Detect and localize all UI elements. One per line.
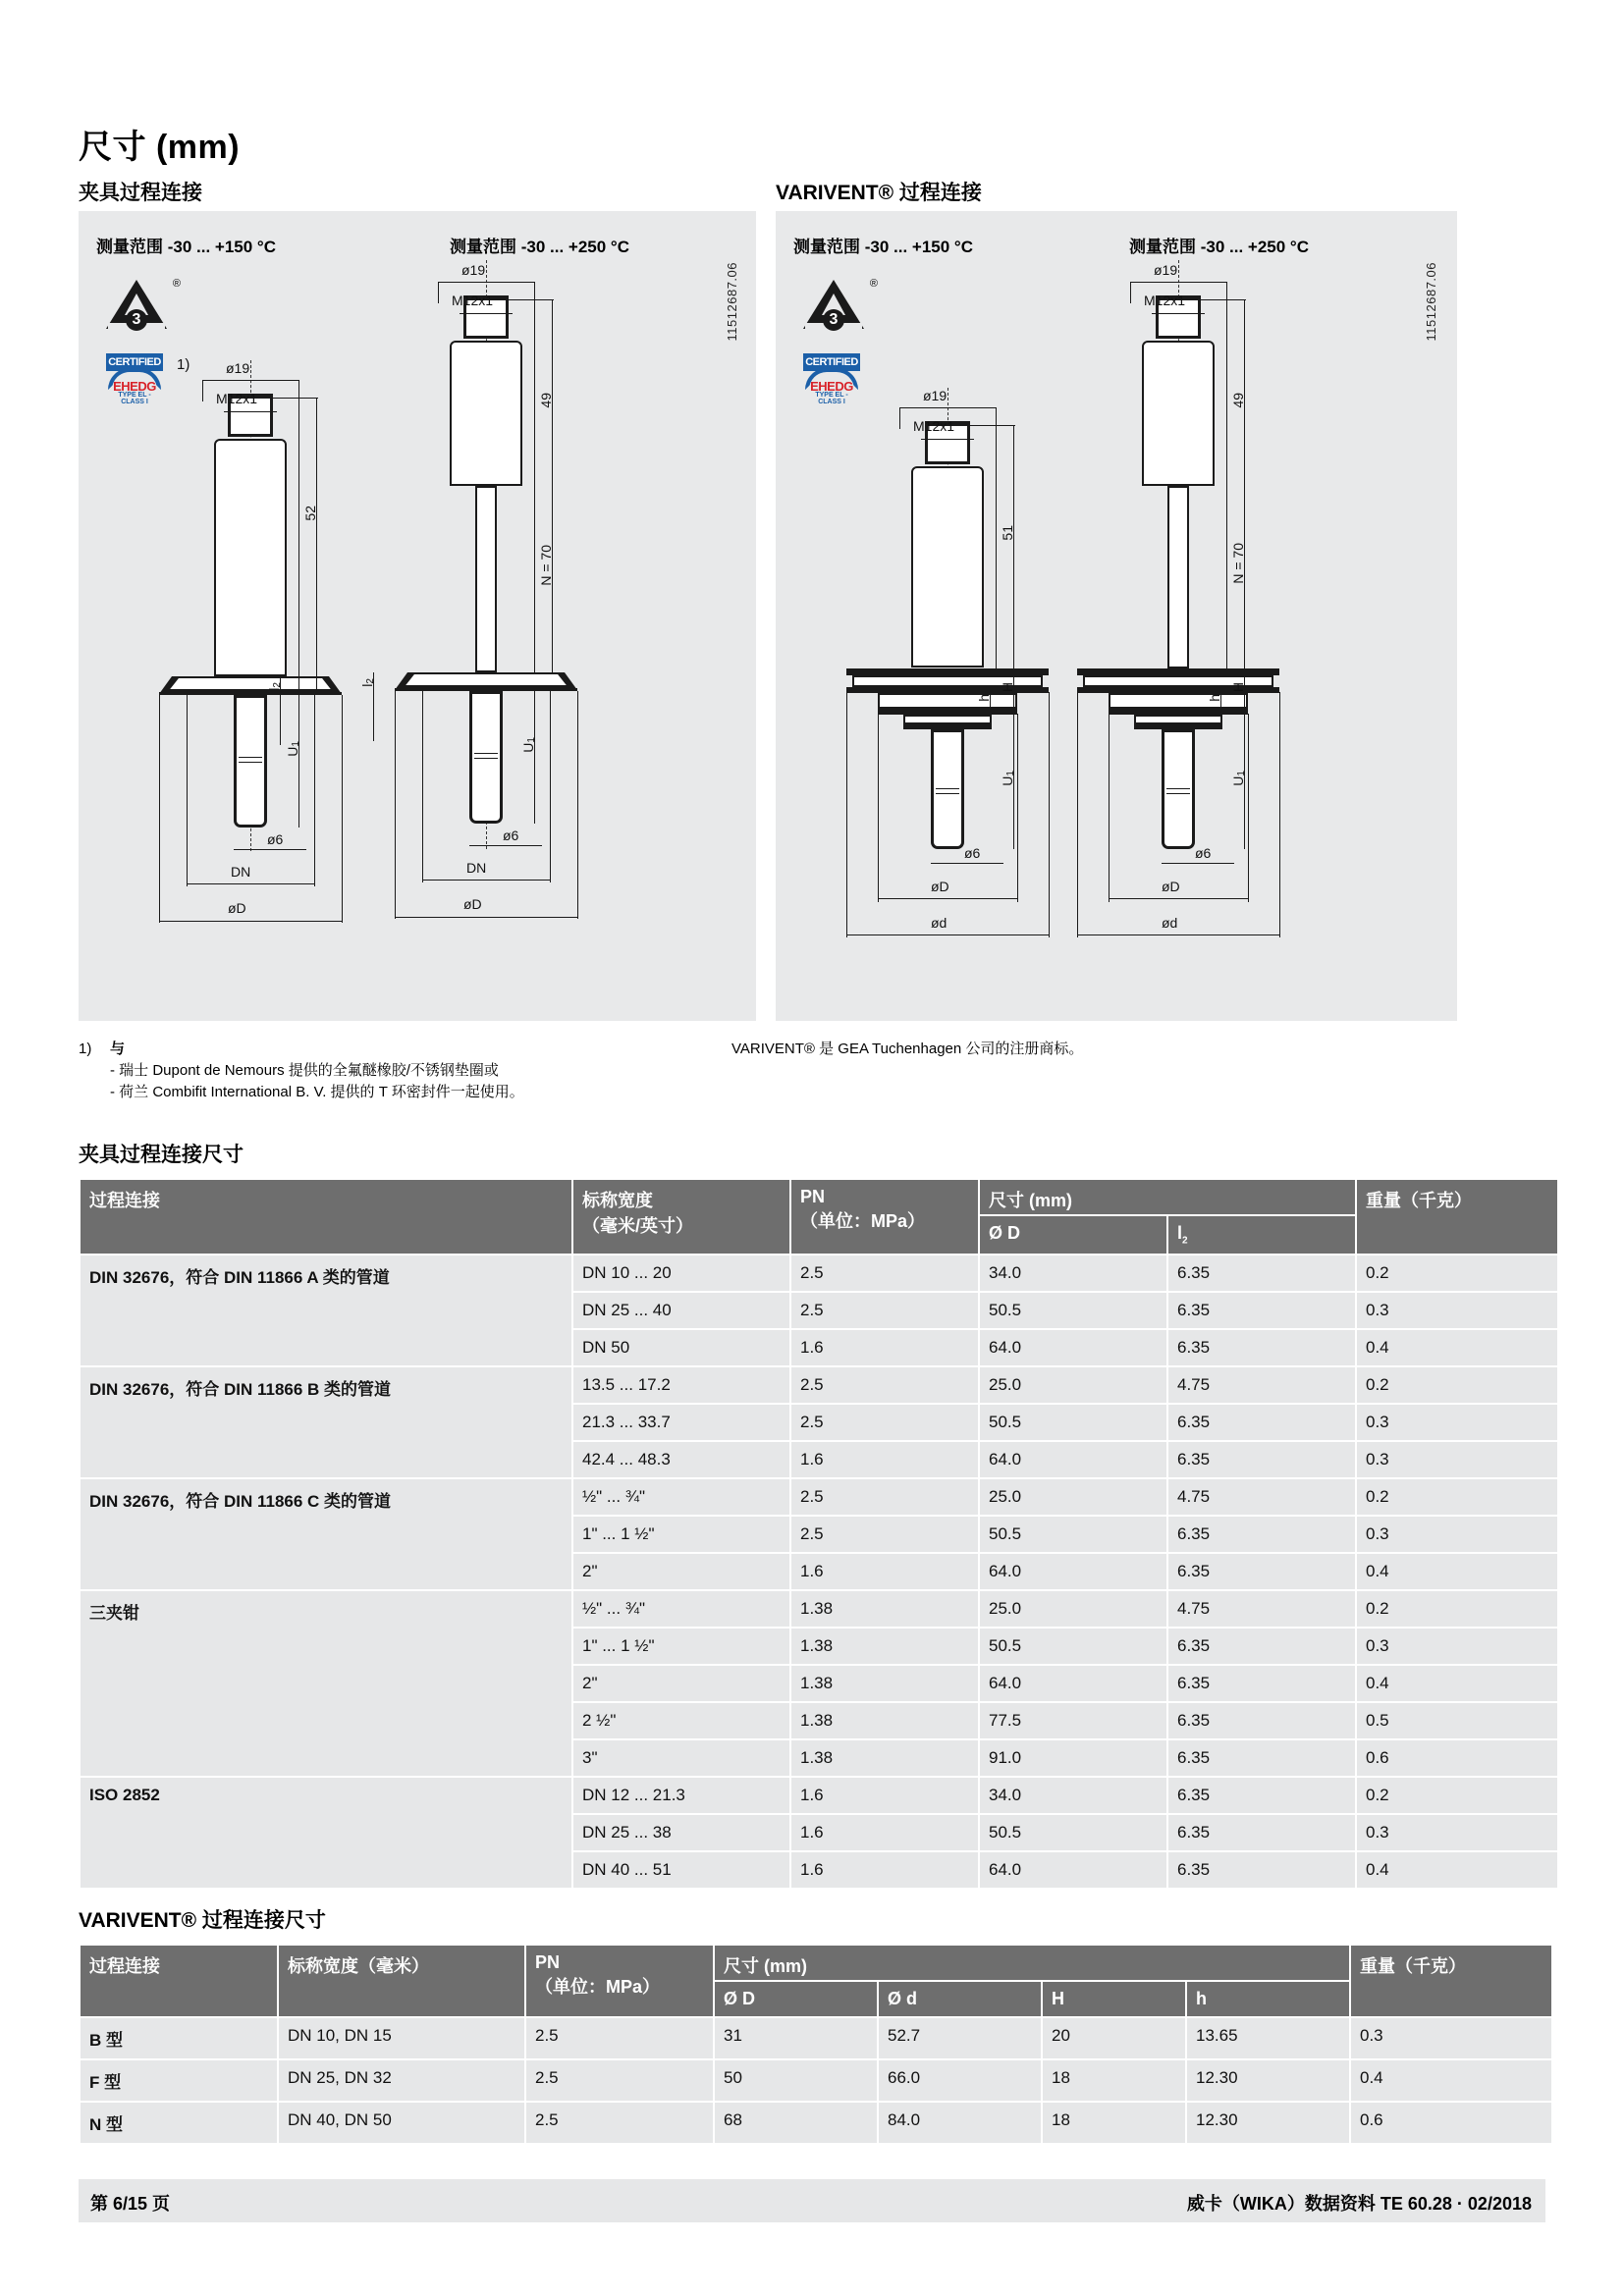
dim-thread-m12-d: M12x1 xyxy=(1144,293,1186,308)
table-row xyxy=(81,2060,1551,2101)
drawing-number-left: 11512687.06 xyxy=(725,262,739,342)
page-footer xyxy=(79,2179,1545,2222)
vth-weight: 重量（千克） xyxy=(1351,1946,1551,2016)
th-pn-line2: （单位：MPa） xyxy=(800,1211,926,1231)
cell-width: ½" ... ¾" xyxy=(573,1479,789,1515)
dim-thread-m12-c: M12x1 xyxy=(913,418,955,434)
dim-diameter-6-d: ø6 xyxy=(1195,845,1212,861)
cell-dD: 64.0 xyxy=(980,1666,1166,1701)
dim-diameter-D-d: øD xyxy=(1162,879,1180,894)
clamp-footnote-line2: - 荷兰 Combifit International B. V. 提供的 T 环密封件一起使用。 xyxy=(110,1083,524,1100)
cell-dD: 50.5 xyxy=(980,1517,1166,1552)
footer-page-number: 第 6/15 页 xyxy=(90,2194,171,2214)
vcell-dD: 50 xyxy=(715,2060,877,2101)
cell-weight: 0.3 xyxy=(1357,1293,1557,1328)
cell-pn: 1.6 xyxy=(791,1815,978,1850)
cell-dD: 50.5 xyxy=(980,1815,1166,1850)
vcell-H: 18 xyxy=(1043,2103,1185,2143)
varivent-dimensions-table-wrap xyxy=(79,1944,1553,2145)
varivent-dimensions-table xyxy=(79,1944,1553,2145)
cell-dD: 25.0 xyxy=(980,1591,1166,1627)
dim-H-a: H xyxy=(1000,682,1015,693)
cell-width: ½" ... ¾" xyxy=(573,1591,789,1627)
cell-width: DN 50 xyxy=(573,1330,789,1365)
cell-width: DN 40 ... 51 xyxy=(573,1852,789,1888)
vth-pn xyxy=(526,1946,713,2016)
vth-pn-line2: （单位：MPa） xyxy=(535,1977,661,1997)
vcell-dd: 52.7 xyxy=(879,2018,1041,2058)
dim-diameter-6-a: ø6 xyxy=(267,831,284,847)
cell-l2: 4.75 xyxy=(1168,1367,1355,1403)
table-row xyxy=(81,1479,1557,1515)
th-l2: $l_2$ xyxy=(1168,1216,1355,1254)
cell-dD: 25.0 xyxy=(980,1479,1166,1515)
clamp-footnote-marker: 1) xyxy=(177,356,190,373)
cell-dD: 64.0 xyxy=(980,1554,1166,1589)
th-dia-D: Ø D xyxy=(980,1216,1166,1254)
varivent-range-150-label: 测量范围 -30 ... +150 °C xyxy=(793,238,973,256)
a3-logo-registered: ® xyxy=(172,278,181,290)
cell-weight: 0.4 xyxy=(1357,1554,1557,1589)
varivent-drawing-panel xyxy=(776,211,1457,1021)
cell-width: 1" ... 1 ½" xyxy=(573,1517,789,1552)
cell-width: 13.5 ... 17.2 xyxy=(573,1367,789,1403)
a3-logo-number: 3 xyxy=(126,309,147,331)
cell-pn: 1.38 xyxy=(791,1666,978,1701)
vth-h: h xyxy=(1187,1982,1349,2016)
th-nominal-width xyxy=(573,1180,789,1254)
cell-pn: 2.5 xyxy=(791,1255,978,1291)
vcell-h: 12.30 xyxy=(1187,2060,1349,2101)
varivent-table-body xyxy=(81,2018,1551,2143)
page-title: 尺寸 (mm) xyxy=(79,129,241,166)
clamp-footnote-marker-text: 1) xyxy=(79,1041,92,1057)
cell-l2: 6.35 xyxy=(1168,1293,1355,1328)
cell-pn: 1.38 xyxy=(791,1703,978,1738)
clamp-dimensions-table xyxy=(79,1178,1559,1890)
vcell-dd: 84.0 xyxy=(879,2103,1041,2143)
varivent-section-heading: VARIVENT® 过程连接 xyxy=(776,182,982,204)
a3-logo-registered-varivent: ® xyxy=(869,278,878,290)
dim-diameter-6-b: ø6 xyxy=(503,828,519,843)
cell-l2: 6.35 xyxy=(1168,1255,1355,1291)
clamp-range-150-label: 测量范围 -30 ... +150 °C xyxy=(96,238,276,256)
cell-dD: 50.5 xyxy=(980,1405,1166,1440)
cell-weight: 0.2 xyxy=(1357,1591,1557,1627)
vcell-type: F 型 xyxy=(81,2060,277,2101)
cell-pn: 1.6 xyxy=(791,1442,978,1477)
dim-extension-n70-b: N = 70 xyxy=(1230,543,1246,584)
dim-u1-c: $U_1$ xyxy=(1000,771,1016,786)
vcell-H: 18 xyxy=(1043,2060,1185,2101)
cell-dD: 25.0 xyxy=(980,1367,1166,1403)
vcell-dd: 66.0 xyxy=(879,2060,1041,2101)
vcell-h: 13.65 xyxy=(1187,2018,1349,2058)
dim-h-b: h xyxy=(1207,694,1222,702)
cell-l2: 6.35 xyxy=(1168,1815,1355,1850)
cell-weight: 0.4 xyxy=(1357,1852,1557,1888)
vcell-pn: 2.5 xyxy=(526,2103,713,2143)
cell-dD: 34.0 xyxy=(980,1778,1166,1813)
dim-l2-a: $l_2$ xyxy=(266,682,283,691)
vcell-weight: 0.3 xyxy=(1351,2018,1551,2058)
cell-weight: 0.2 xyxy=(1357,1778,1557,1813)
cell-weight: 0.4 xyxy=(1357,1666,1557,1701)
cell-width: DN 25 ... 38 xyxy=(573,1815,789,1850)
clamp-group-name-3: 三夹钳 xyxy=(81,1591,571,1776)
clamp-section-heading: 夹具过程连接 xyxy=(79,182,202,204)
cell-dD: 91.0 xyxy=(980,1740,1166,1776)
th-dimensions: 尺寸 (mm) xyxy=(980,1180,1355,1214)
cell-dD: 64.0 xyxy=(980,1442,1166,1477)
cell-dD: 64.0 xyxy=(980,1330,1166,1365)
cell-weight: 0.6 xyxy=(1357,1740,1557,1776)
ehedg-name-label: EHEDG xyxy=(113,379,156,394)
cell-weight: 0.5 xyxy=(1357,1703,1557,1738)
ehedg-class-label: TYPE EL - CLASS I xyxy=(118,392,151,405)
dim-length-49-b: 49 xyxy=(1230,393,1246,408)
cell-l2: 4.75 xyxy=(1168,1591,1355,1627)
vth-dia-D: Ø D xyxy=(715,1982,877,2016)
cell-weight: 0.2 xyxy=(1357,1479,1557,1515)
table-row xyxy=(81,1591,1557,1627)
table-row xyxy=(81,2018,1551,2058)
ehedg-certified-label: CERTIFIED xyxy=(106,353,163,371)
vcell-weight: 0.6 xyxy=(1351,2103,1551,2143)
table-row xyxy=(81,2103,1551,2143)
cell-width: 2 ½" xyxy=(573,1703,789,1738)
cell-l2: 6.35 xyxy=(1168,1405,1355,1440)
th-process-connection: 过程连接 xyxy=(81,1180,571,1254)
a3-logo-number-varivent: 3 xyxy=(823,309,844,331)
cell-weight: 0.3 xyxy=(1357,1815,1557,1850)
cell-l2: 6.35 xyxy=(1168,1517,1355,1552)
cell-pn: 1.6 xyxy=(791,1554,978,1589)
clamp-group-name-0: DIN 32676，符合 DIN 11866 A 类的管道 xyxy=(81,1255,571,1365)
cell-width: 2" xyxy=(573,1666,789,1701)
varivent-table-heading: VARIVENT® 过程连接尺寸 xyxy=(79,1909,326,1932)
dim-l2-b: $l_2$ xyxy=(359,678,376,687)
vcell-width: DN 40, DN 50 xyxy=(279,2103,524,2143)
cell-l2: 4.75 xyxy=(1168,1479,1355,1515)
cell-pn: 1.6 xyxy=(791,1852,978,1888)
cell-weight: 0.3 xyxy=(1357,1442,1557,1477)
cell-weight: 0.3 xyxy=(1357,1405,1557,1440)
vcell-type: B 型 xyxy=(81,2018,277,2058)
cell-pn: 2.5 xyxy=(791,1293,978,1328)
cell-pn: 1.38 xyxy=(791,1629,978,1664)
varivent-range-250-label: 测量范围 -30 ... +250 °C xyxy=(1129,238,1309,256)
clamp-group-name-2: DIN 32676，符合 DIN 11866 C 类的管道 xyxy=(81,1479,571,1589)
th-pn xyxy=(791,1180,978,1254)
vth-H: H xyxy=(1043,1982,1185,2016)
dim-h-a: h xyxy=(976,694,992,702)
table-row xyxy=(81,1255,1557,1291)
cell-pn: 1.6 xyxy=(791,1330,978,1365)
cell-l2: 6.35 xyxy=(1168,1554,1355,1589)
dim-u1-d: $U_1$ xyxy=(1230,771,1247,786)
vth-nominal-width: 标称宽度（毫米） xyxy=(279,1946,524,2016)
cell-pn: 2.5 xyxy=(791,1405,978,1440)
cell-l2: 6.35 xyxy=(1168,1703,1355,1738)
dim-thread-m12-b: M12x1 xyxy=(452,293,494,308)
cell-weight: 0.2 xyxy=(1357,1255,1557,1291)
cell-l2: 6.35 xyxy=(1168,1330,1355,1365)
cell-l2: 6.35 xyxy=(1168,1852,1355,1888)
clamp-table-header-row-1 xyxy=(81,1180,1557,1214)
cell-l2: 6.35 xyxy=(1168,1666,1355,1701)
th-nominal-width-line2: （毫米/英寸） xyxy=(582,1216,694,1236)
ehedg-class-label-v: TYPE EL - CLASS I xyxy=(815,392,848,405)
vth-process-connection: 过程连接 xyxy=(81,1946,277,2016)
clamp-table-body xyxy=(81,1255,1557,1888)
cell-weight: 0.3 xyxy=(1357,1629,1557,1664)
vcell-width: DN 10, DN 15 xyxy=(279,2018,524,2058)
cell-width: DN 10 ... 20 xyxy=(573,1255,789,1291)
ehedg-logo-icon xyxy=(106,353,163,404)
dim-diameter-19-b: ø19 xyxy=(461,262,486,278)
cell-pn: 2.5 xyxy=(791,1517,978,1552)
dim-diameter-19-a: ø19 xyxy=(226,360,250,376)
dim-length-52: 52 xyxy=(302,506,318,521)
dim-dn-b: DN xyxy=(466,860,487,876)
cell-weight: 0.4 xyxy=(1357,1330,1557,1365)
vcell-weight: 0.4 xyxy=(1351,2060,1551,2101)
dim-u1-a: $U_1$ xyxy=(285,741,301,757)
cell-weight: 0.3 xyxy=(1357,1517,1557,1552)
varivent-table-header-row-1 xyxy=(81,1946,1551,1980)
dim-dn-a: DN xyxy=(231,864,251,880)
cell-width: DN 25 ... 40 xyxy=(573,1293,789,1328)
vth-pn-line1: PN xyxy=(535,1952,561,1972)
cell-width: 3" xyxy=(573,1740,789,1776)
clamp-group-name-4: ISO 2852 xyxy=(81,1778,571,1888)
th-nominal-width-line1: 标称宽度 xyxy=(582,1191,653,1210)
cell-dD: 77.5 xyxy=(980,1703,1166,1738)
dim-diameter-D-a: øD xyxy=(228,900,246,916)
ehedg-logo-icon-varivent xyxy=(803,353,860,404)
clamp-footnote xyxy=(79,1039,727,1102)
dim-extension-n70-a: N = 70 xyxy=(538,545,554,586)
dim-diameter-19-c: ø19 xyxy=(923,388,947,403)
vcell-dD: 31 xyxy=(715,2018,877,2058)
dim-length-49-a: 49 xyxy=(538,393,554,408)
cell-l2: 6.35 xyxy=(1168,1778,1355,1813)
a3-logo-icon-varivent xyxy=(803,278,878,329)
dim-diameter-d-d: ød xyxy=(1162,915,1178,931)
clamp-footnote-line1: - 瑞士 Dupont de Nemours 提供的全氟醚橡胶/不锈钢垫圈或 xyxy=(110,1061,499,1079)
cell-dD: 50.5 xyxy=(980,1629,1166,1664)
cell-width: 2" xyxy=(573,1554,789,1589)
cell-l2: 6.35 xyxy=(1168,1740,1355,1776)
cell-l2: 6.35 xyxy=(1168,1629,1355,1664)
vth-dia-d: Ø d xyxy=(879,1982,1041,2016)
clamp-range-250-label: 测量范围 -30 ... +250 °C xyxy=(450,238,629,256)
dim-diameter-19-d: ø19 xyxy=(1154,262,1178,278)
cell-pn: 1.6 xyxy=(791,1778,978,1813)
vcell-H: 20 xyxy=(1043,2018,1185,2058)
dim-u1-b: $U_1$ xyxy=(520,737,537,753)
cell-pn: 1.38 xyxy=(791,1740,978,1776)
th-weight: 重量（千克） xyxy=(1357,1180,1557,1254)
table-row xyxy=(81,1778,1557,1813)
cell-dD: 64.0 xyxy=(980,1852,1166,1888)
clamp-dimensions-table-wrap xyxy=(79,1178,1559,1890)
dim-length-51: 51 xyxy=(1000,525,1015,541)
clamp-group-name-1: DIN 32676，符合 DIN 11866 B 类的管道 xyxy=(81,1367,571,1477)
dim-diameter-6-c: ø6 xyxy=(964,845,981,861)
cell-width: 1" ... 1 ½" xyxy=(573,1629,789,1664)
a3-logo-icon xyxy=(106,278,181,329)
cell-width: DN 12 ... 21.3 xyxy=(573,1778,789,1813)
clamp-footnote-lead: 与 xyxy=(110,1041,126,1057)
cell-dD: 34.0 xyxy=(980,1255,1166,1291)
dim-diameter-D-c: øD xyxy=(931,879,949,894)
vcell-pn: 2.5 xyxy=(526,2018,713,2058)
clamp-table-heading: 夹具过程连接尺寸 xyxy=(79,1144,244,1166)
ehedg-certified-label-v: CERTIFIED xyxy=(803,353,860,371)
cell-pn: 2.5 xyxy=(791,1367,978,1403)
vth-dimensions: 尺寸 (mm) xyxy=(715,1946,1349,1980)
table-row xyxy=(81,1367,1557,1403)
ehedg-name-label-v: EHEDG xyxy=(810,379,853,394)
footer-document-ref: 威卡（WIKA）数据资料 TE 60.28 · 02/2018 xyxy=(1186,2194,1532,2214)
cell-dD: 50.5 xyxy=(980,1293,1166,1328)
cell-pn: 1.38 xyxy=(791,1591,978,1627)
dim-thread-m12-a: M12x1 xyxy=(216,391,258,406)
cell-pn: 2.5 xyxy=(791,1479,978,1515)
clamp-drawing-panel xyxy=(79,211,756,1021)
vcell-pn: 2.5 xyxy=(526,2060,713,2101)
dim-diameter-d-c: ød xyxy=(931,915,947,931)
vcell-h: 12.30 xyxy=(1187,2103,1349,2143)
vcell-type: N 型 xyxy=(81,2103,277,2143)
drawing-number-right: 11512687.06 xyxy=(1424,262,1438,342)
varivent-footnote: VARIVENT® 是 GEA Tuchenhagen 公司的注册商标。 xyxy=(731,1041,1084,1057)
dim-H-b: H xyxy=(1230,682,1246,693)
vcell-dD: 68 xyxy=(715,2103,877,2143)
cell-width: 42.4 ... 48.3 xyxy=(573,1442,789,1477)
cell-l2: 6.35 xyxy=(1168,1442,1355,1477)
th-pn-line1: PN xyxy=(800,1187,826,1206)
cell-width: 21.3 ... 33.7 xyxy=(573,1405,789,1440)
dim-diameter-D-b: øD xyxy=(463,896,482,912)
vcell-width: DN 25, DN 32 xyxy=(279,2060,524,2101)
cell-weight: 0.2 xyxy=(1357,1367,1557,1403)
